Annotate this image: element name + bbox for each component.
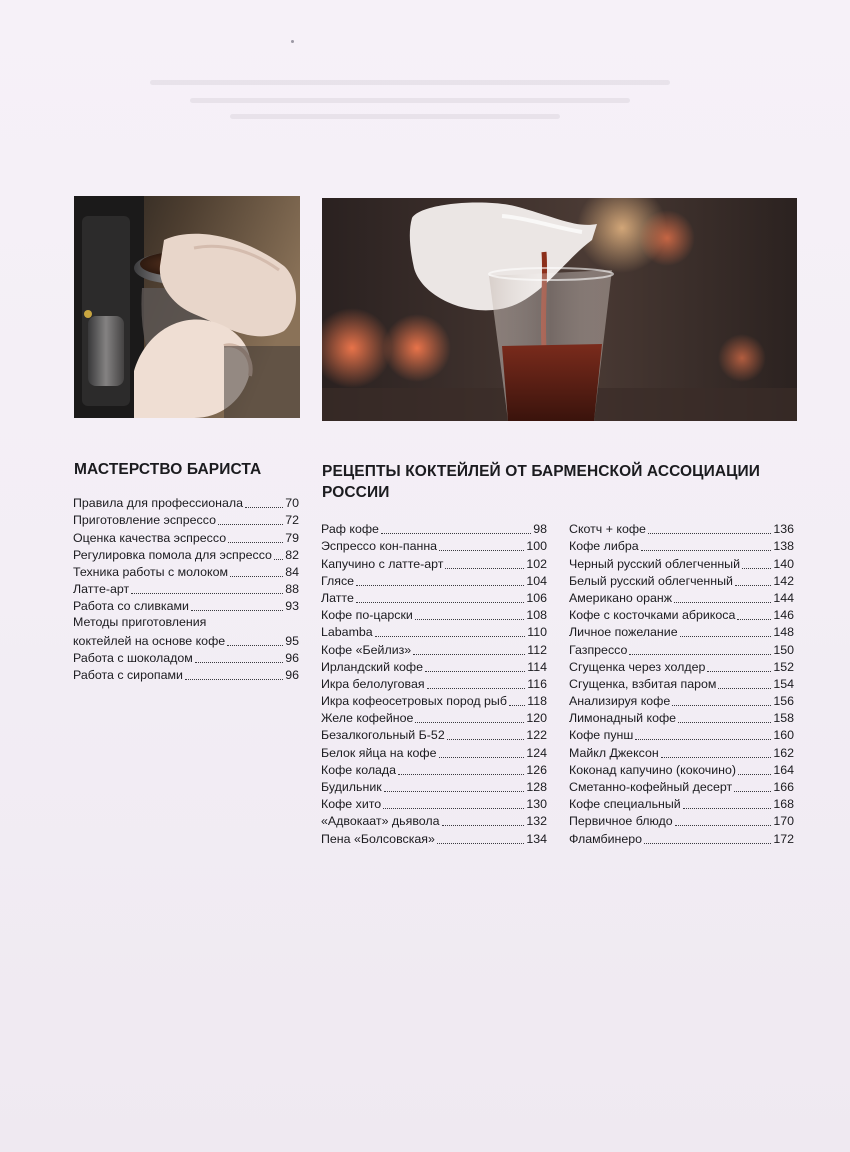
dot-leader (381, 517, 531, 534)
toc-entry-page: 98 (533, 522, 547, 537)
toc-entry-page: 142 (773, 573, 794, 588)
section-heading-barista: МАСТЕРСТВО БАРИСТА (74, 461, 262, 478)
coffee-pouring-photo (322, 198, 797, 421)
toc-entry-page: 162 (773, 745, 794, 760)
toc-entry-page: 93 (285, 599, 299, 614)
toc-entry-title: Желе кофейное (321, 711, 414, 726)
dot-leader (737, 603, 771, 620)
toc-entry (73, 666, 299, 683)
toc-entry-title: Лимонадный кофе (569, 711, 677, 726)
dot-leader (185, 663, 283, 680)
toc-entry-title: Правила для профессионала (73, 496, 244, 511)
dot-leader (718, 672, 771, 689)
toc-entry-page: 166 (773, 780, 794, 794)
toc-entry (73, 614, 299, 648)
toc-entry (321, 829, 547, 846)
toc-entry-page: 136 (773, 522, 794, 537)
toc-entry-page: 79 (285, 530, 299, 545)
dot-leader (707, 655, 771, 672)
toc-entry (73, 528, 299, 545)
dot-leader (227, 629, 283, 646)
toc-entry-page: 144 (773, 590, 794, 605)
dot-leader (735, 569, 771, 586)
toc-entry-page: 82 (285, 547, 299, 562)
toc-entry-page: 164 (773, 762, 794, 777)
toc-entry-title: Оценка качества эспрессо (73, 530, 227, 545)
toc-entry-page: 110 (527, 625, 547, 640)
dot-leader (228, 526, 283, 543)
toc-entry-page: 138 (773, 539, 794, 554)
toc-entry-title: Работа со сливками (73, 599, 189, 614)
dot-leader (742, 552, 771, 569)
toc-entry-page: 158 (773, 711, 794, 726)
toc-entry-title: Регулировка помола для эспрессо (73, 547, 272, 562)
toc-entry-page: 106 (526, 590, 547, 605)
toc-entry-title: Икра белолуговая (321, 676, 425, 691)
dot-leader (635, 723, 771, 740)
dot-leader (629, 638, 771, 655)
toc-entry-title: Эспрессо кон-панна (321, 539, 438, 554)
toc-entry-page: 130 (526, 797, 547, 812)
dot-leader (439, 741, 525, 758)
bleed-through-text (190, 98, 630, 103)
toc-entry-page: 160 (773, 728, 794, 743)
toc-entry (73, 597, 299, 614)
dot-leader (415, 603, 525, 620)
dot-leader (661, 741, 772, 758)
dot-leader (509, 689, 525, 706)
dot-leader (648, 517, 771, 534)
toc-entry-page: 124 (526, 745, 547, 760)
toc-entry-page: 96 (285, 668, 299, 683)
dot-leader (447, 723, 525, 740)
toc-entry-page: 146 (773, 608, 794, 623)
toc-entry-page: 170 (773, 814, 794, 829)
dot-leader (230, 560, 283, 577)
toc-entry-title: Капучино с латте-арт (321, 556, 444, 571)
toc-entry-page: 116 (527, 676, 547, 691)
toc-entry-page: 114 (527, 659, 547, 674)
toc-entry-title: Пена «Болсовская» (321, 831, 435, 846)
dot-leader (356, 586, 524, 603)
toc-entry-page: 95 (285, 633, 299, 648)
dot-leader (683, 792, 772, 809)
toc-entry-page: 168 (773, 797, 794, 812)
dot-leader (674, 586, 771, 603)
toc-entry-title: Анализируя кофе (569, 694, 671, 709)
page-mark (291, 40, 294, 43)
dot-leader (442, 809, 525, 826)
dot-leader (437, 827, 524, 844)
toc-entry-title: Личное пожелание (569, 625, 678, 640)
toc-entry-title: Кофе «Бейлиз» (321, 642, 412, 657)
toc-entry-page: 84 (285, 564, 299, 579)
toc-entry-title: Labamba (321, 625, 373, 640)
toc-entry-page: 140 (773, 556, 794, 571)
toc-entry-title: Кофе пунш (569, 728, 634, 743)
dot-leader (675, 809, 772, 826)
toc-entry-title: Раф кофе (321, 522, 379, 537)
toc-entry-title: Кофе колада (321, 762, 397, 777)
dot-leader (680, 620, 772, 637)
toc-entry-title: Кофе по-царски (321, 608, 413, 623)
toc-entry-page: 70 (285, 496, 299, 511)
barista-tamping-photo (74, 196, 300, 418)
toc-entry-title: Черный русский облегченный (569, 556, 740, 571)
dot-leader (356, 569, 524, 586)
toc-entry-page: 126 (526, 762, 547, 777)
toc-entry-page: 102 (526, 556, 547, 571)
toc-entry-title: Глясе (321, 573, 355, 588)
dot-leader (445, 552, 524, 569)
toc-entry-title: Латте-арт (73, 582, 130, 597)
dot-leader (375, 620, 526, 637)
dot-leader (245, 491, 283, 508)
dot-leader (398, 758, 524, 775)
toc-entry-page: 96 (285, 650, 299, 665)
toc-entry-title: Кофе либра (569, 539, 639, 554)
toc-entry-title-cont: коктейлей на основе кофе (73, 633, 226, 648)
toc-entry-title: Икра кофеосетровых пород рыб (321, 694, 507, 709)
toc-entry-title: Коконад капучино (кокочино) (569, 762, 737, 777)
toc-entry-title: Скотч + кофе (569, 522, 646, 537)
toc-cocktails-column-1 (321, 520, 547, 847)
dot-leader (383, 792, 524, 809)
toc-entry-title: Приготовление эспрессо (73, 513, 216, 528)
dot-leader (413, 638, 525, 655)
toc-entry-title: Методы приготовления (73, 615, 207, 630)
dot-leader (218, 508, 283, 525)
toc-entry-page: 108 (526, 608, 547, 623)
toc-entry-page: 88 (285, 582, 299, 597)
toc-entry-title: Ирландский кофе (321, 659, 424, 674)
toc-entry-page: 104 (526, 573, 547, 588)
toc-entry-page: 154 (773, 676, 794, 691)
toc-entry-page: 134 (526, 831, 547, 846)
toc-entry-page: 172 (773, 831, 794, 846)
toc-entry-page: 100 (526, 539, 547, 554)
dot-leader (195, 646, 283, 663)
toc-entry-title: «Адвокаат» дьявола (321, 814, 440, 829)
toc-entry-title: Кофе с косточками абрикоса (569, 608, 736, 623)
toc-entry-title: Сгущенка через холдер (569, 659, 706, 674)
dot-leader (427, 672, 526, 689)
dot-leader (384, 775, 525, 792)
dot-leader (644, 827, 771, 844)
toc-entry-page: 120 (526, 711, 547, 726)
toc-entry-page: 72 (285, 513, 299, 528)
toc-entry-title: Сметанно-кофейный десерт (569, 780, 733, 794)
toc-entry-title: Кофе хито (321, 797, 382, 812)
dot-leader (274, 543, 283, 560)
dot-leader (678, 706, 771, 723)
dot-leader (439, 534, 524, 551)
toc-entry-title: Американо оранж (569, 590, 673, 605)
toc-entry-page: 148 (773, 625, 794, 640)
toc-entry-title: Белый русский облегченный (569, 573, 733, 588)
toc-entry-title: Майкл Джексон (569, 745, 659, 760)
toc-entry-page: 118 (527, 694, 547, 709)
dot-leader (131, 577, 283, 594)
dot-leader (672, 689, 771, 706)
toc-barista-list (73, 494, 299, 683)
toc-entry-title: Техника работы с молоком (73, 564, 229, 579)
toc-entry-title: Латте (321, 590, 354, 605)
toc-entry-title: Работа с шоколадом (73, 650, 193, 665)
toc-entry-title: Газпрессо (569, 642, 628, 657)
dot-leader (738, 758, 771, 775)
section-heading-cocktails: РЕЦЕПТЫ КОКТЕЙЛЕЙ ОТ БАРМЕНСКОЙ АССОЦИАЦИИ РОССИИ (322, 463, 761, 501)
toc-entry-page: 132 (526, 814, 547, 829)
toc-entry-page: 150 (773, 642, 794, 657)
toc-entry (569, 829, 794, 846)
dot-leader (734, 775, 771, 792)
toc-entry-title: Фламбинеро (569, 831, 643, 846)
toc-entry-title: Будильник (321, 780, 382, 794)
toc-entry-title: Кофе специальный (569, 797, 681, 812)
toc-entry-title: Сгущенка, взбитая паром (569, 676, 717, 691)
toc-entry-page: 122 (526, 728, 547, 743)
bleed-through-text (230, 114, 560, 119)
toc-entry-page: 112 (527, 642, 547, 657)
toc-entry-title: Работа с сиропами (73, 668, 183, 683)
dot-leader (415, 706, 524, 723)
toc-entry-page: 156 (773, 694, 794, 709)
toc-entry-page: 152 (773, 659, 794, 674)
toc-entry-title: Белок яйца на кофе (321, 745, 437, 760)
toc-cocktails-column-2 (569, 520, 794, 847)
toc-entry-title: Безалкогольный Б-52 (321, 728, 445, 743)
dot-leader (191, 594, 283, 611)
toc-entry-title: Первичное блюдо (569, 814, 673, 829)
dot-leader (641, 534, 772, 551)
dot-leader (425, 655, 525, 672)
toc-entry-page: 128 (526, 780, 547, 794)
bleed-through-text (150, 80, 670, 85)
